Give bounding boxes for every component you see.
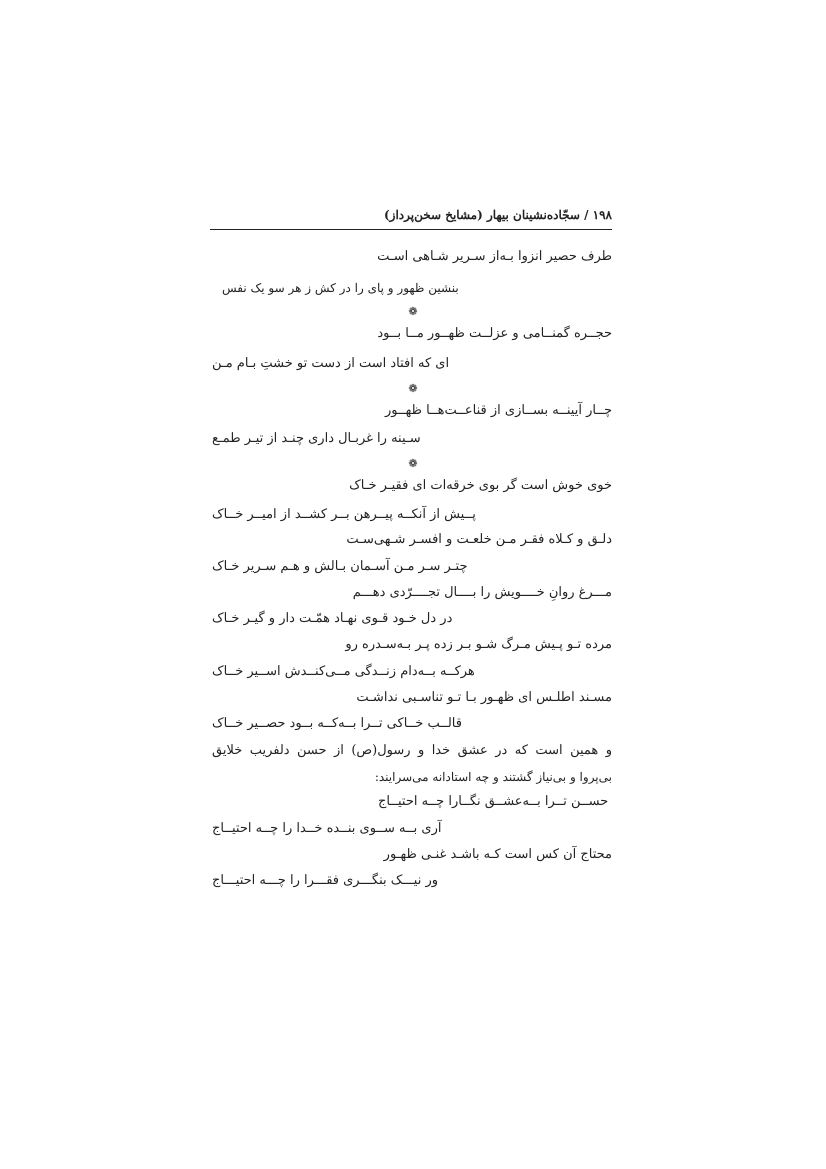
verse-line-2: بنشین ظهور و پای را در کش ز هر سو یک نفس <box>222 281 459 295</box>
verse-line-11: مـــرغ روانِ خــــویش را بــــال تجــــرّدی دهـــم <box>352 585 612 600</box>
prose-line-1: و همین است که در عشق خدا و رسول(ص) از حسن دلفریب خلایق <box>212 743 612 758</box>
verse-line-1: طرف حصیر انزوا بـه‌از سـریر شـاهی اسـت <box>377 249 612 264</box>
verse-line-8: پــیش از آنکــه پیــرهن بــر کشــد از امیــر خــاک <box>212 507 476 522</box>
verse-line-15: مسـند اطلـس ای ظهـور بـا تـو تناسـبی نداشـت <box>356 690 612 705</box>
verse-line-16: قالــب خــاکی تــرا بــه‌کــه بــود حصــیر خــاک <box>212 716 462 731</box>
section-separator-2: ❁ <box>408 382 418 395</box>
verse-line-13: مرده تـو پـیش مـرگ شـو بـر زده پـر بـه‌سـدره رو <box>345 637 612 652</box>
verse-line-18: آری بــه ســوی بنــده خــدا را چــه احتیــاج <box>212 821 442 836</box>
verse-line-20: ور نیـــک بنگـــری فقـــرا را چـــه احتیـــاج <box>212 873 439 888</box>
verse-line-6: سـینه را غربـال داری چنـد از تیـر طمـع <box>212 431 421 446</box>
verse-line-7: خوی خوش است گر بوی خرقه‌ات ای فقیـر خـاک <box>349 478 612 493</box>
verse-line-9: دلـق و کـلاه فقـر مـن خلعـت و افسـر شـهی‌سـت <box>346 532 612 547</box>
section-separator-1: ❁ <box>408 305 418 318</box>
prose-line-2: بی‌پروا و بی‌نیاز گشتند و چه استادانه می‌سرایند: <box>374 770 612 784</box>
running-header: ۱۹۸ / سجّاده‌نشینان بیهار (مشایخ سخن‌پرداز) <box>210 207 612 230</box>
verse-line-14: هرکــه بــه‌دام زنــدگی مــی‌کنــدش اســیر خــاک <box>212 664 475 679</box>
verse-line-12: در دل خـود قـوی نهـاد همّـت دار و گیـر خـاک <box>212 611 453 626</box>
verse-line-19: محتاج آن کس است کـه باشـد غنـی ظهـور <box>383 847 612 862</box>
verse-line-10: چتـر سـر مـن آسـمان بـالش و هـم سـریر خـاک <box>212 559 468 574</box>
verse-line-3: حجــره گمنــامی و عزلــت ظهــور مــا بــود <box>377 326 612 341</box>
verse-line-4: ای که افتاد است از دست تو خشتِ بـام مـن <box>212 356 450 371</box>
verse-line-17: حســن تــرا بــه‌عشــق نگــارا چــه احتیــاج <box>378 794 609 809</box>
section-separator-3: ❁ <box>408 457 418 470</box>
verse-line-5: چــار آیینــه بســازی از قناعــت‌هــا ظهــور <box>385 403 612 418</box>
